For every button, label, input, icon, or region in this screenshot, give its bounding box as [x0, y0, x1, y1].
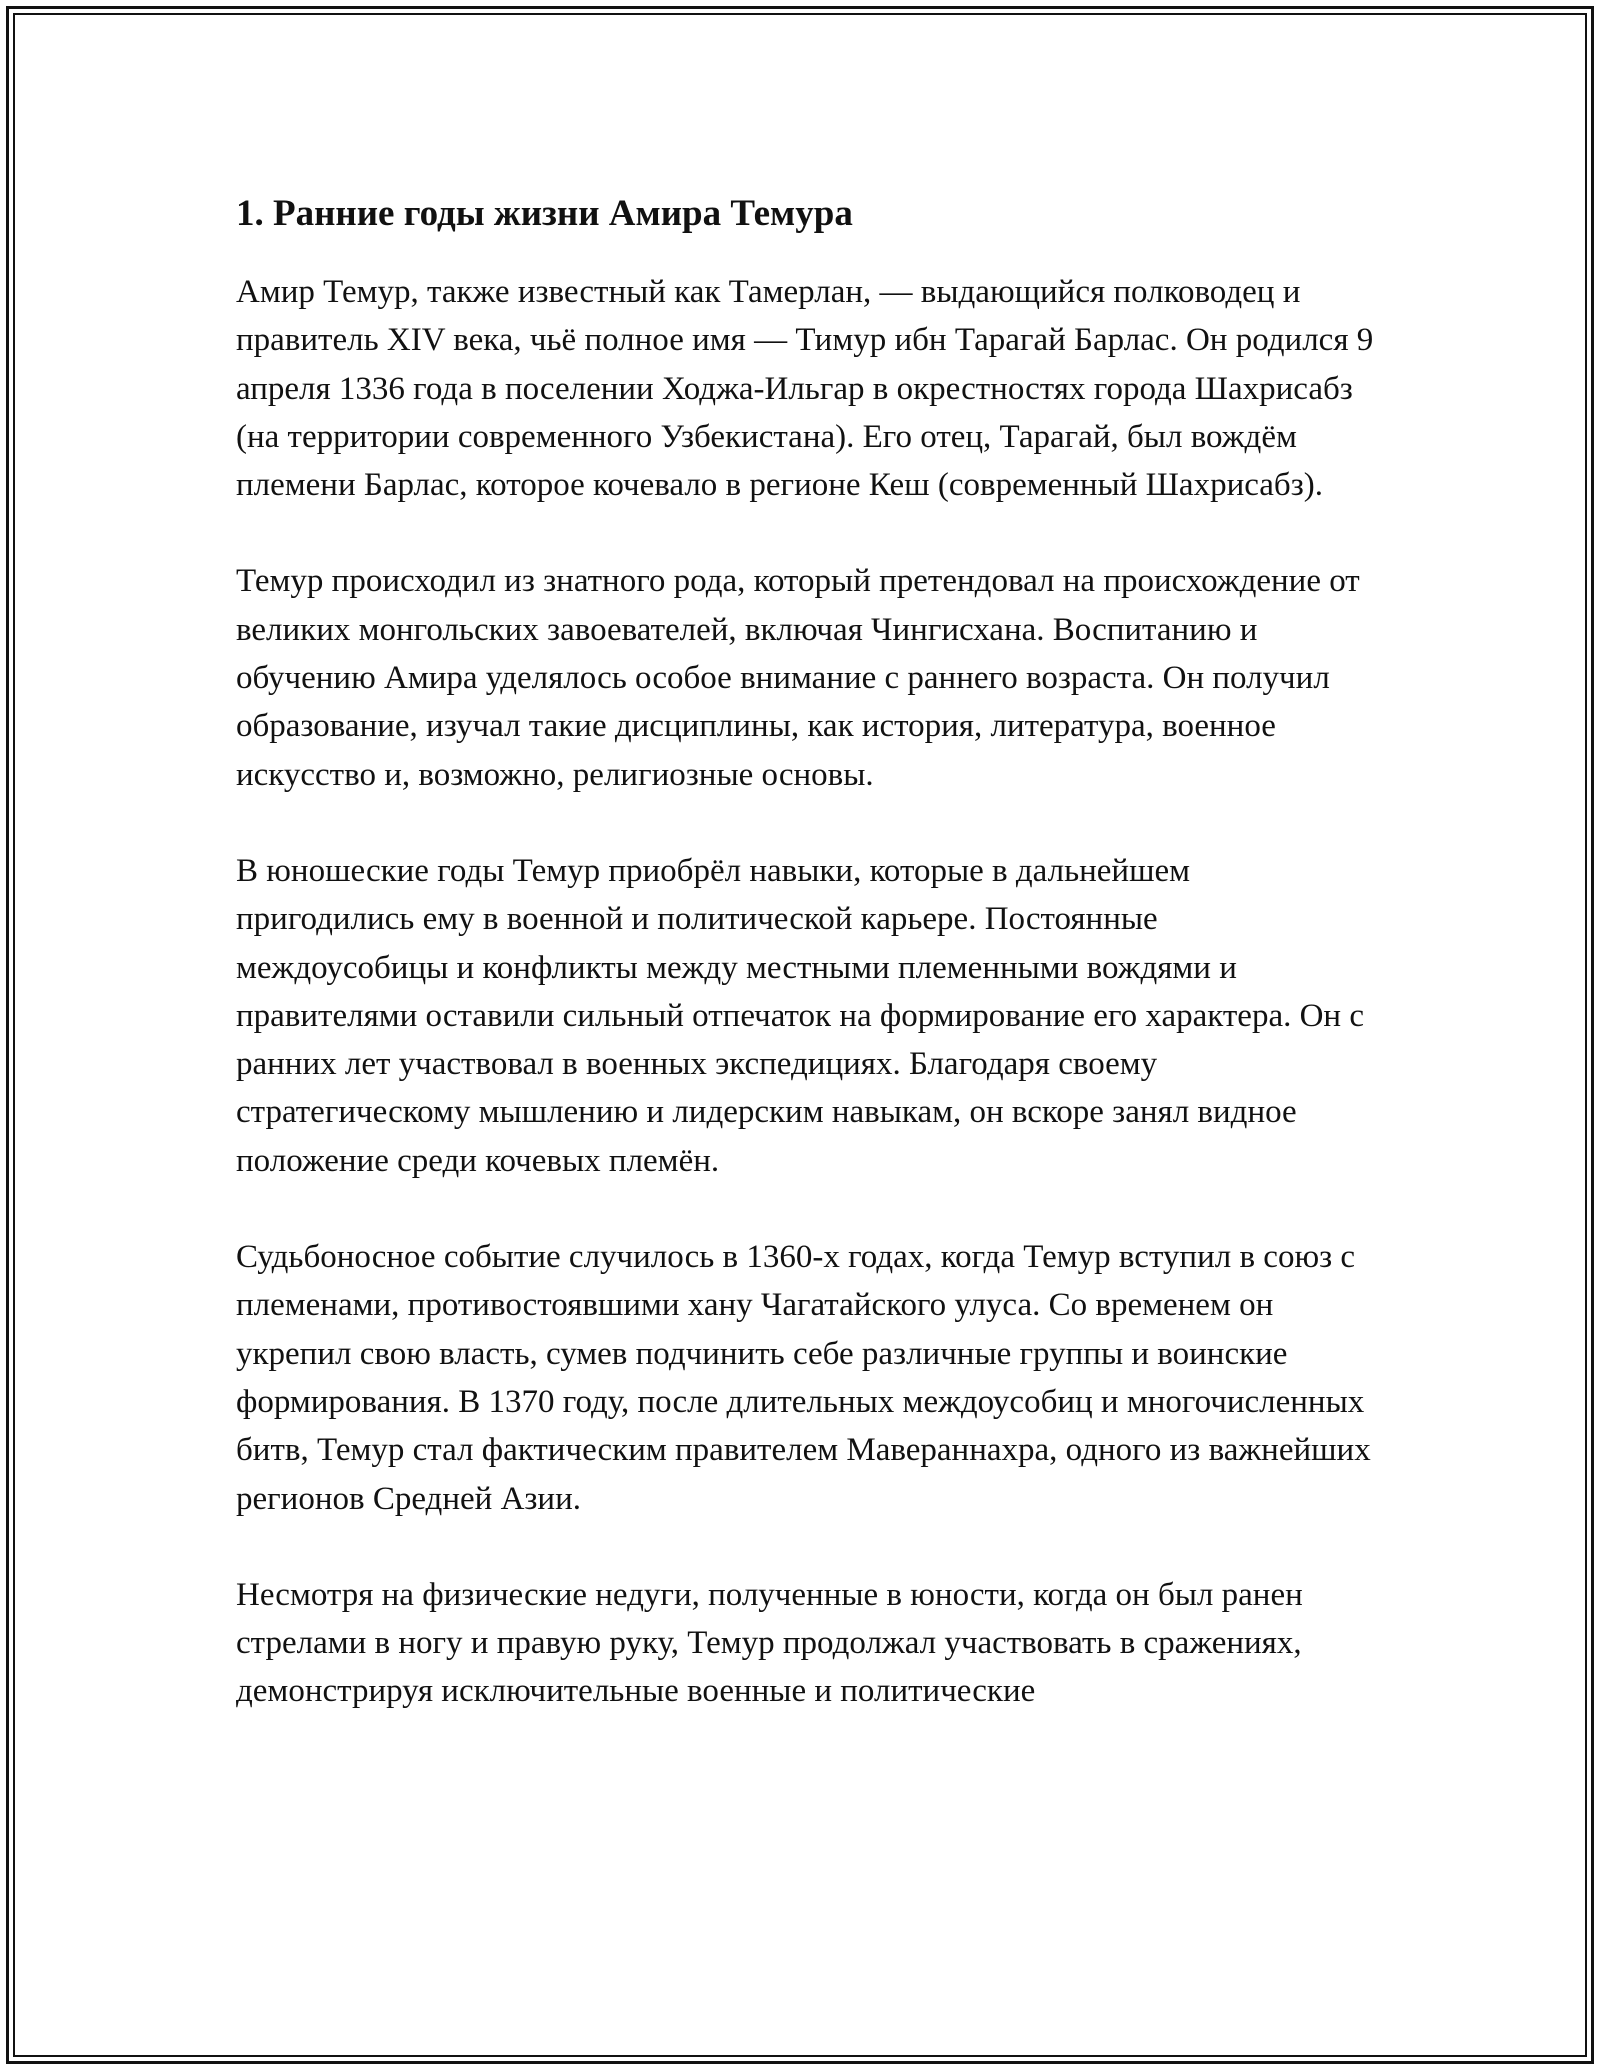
- paragraph-4: Судьбоносное событие случилось в 1360-х годах, когда Темур вступил в союз с племенами, противостоявшими хану Чагатайского улуса. Со временем он укрепил свою власть, сумев подчинить себе различные группы и воинские формирования. В 1370 году, после длительных междоусобиц и многочисленных битв, Темур стал фактическим правителем Мавераннахра, одного из важнейших регионов Средней Азии.: [236, 1239, 1371, 1517]
- paragraph-5: Несмотря на физические недуги, полученные в юности, когда он был ранен стрелами в ногу и правую руку, Темур продолжал участвовать в сражениях, демонстрируя исключительные военные и политические: [236, 1576, 1303, 1710]
- paragraph-2: Темур происходил из знатного рода, который претендовал на происхождение от великих монгольских завоевателей, включая Чингисхана. Воспитанию и обучению Амира уделялось особое внимание с раннего возраста. Он получил образование, изучал такие дисциплины, как история, литература, военное искусство и, возможно, религиозные основы.: [236, 563, 1360, 793]
- section-heading: 1. Ранние годы жизни Амира Темура: [236, 193, 853, 234]
- paragraph-3: В юношеские годы Темур приобрёл навыки, которые в дальнейшем пригодились ему в военной и политической карьере. Постоянные междоусобицы и конфликты между местными племенными вождями и правителями оставили сильный отпечаток на формирование его характера. Он с ранних лет участвовал в военных экспедициях. Благодаря своему стратегическому мышлению и лидерским навыкам, он вскоре занял видное положение среди кочевых племён.: [236, 852, 1364, 1179]
- document-body: [236, 184, 1376, 1764]
- paragraph-1: Амир Темур, также известный как Тамерлан, — выдающийся полководец и правитель XIV века, чьё полное имя — Тимур ибн Тарагай Барлас. Он родился 9 апреля 1336 года в поселении Ходжа-Ильгар в окрестностях города Шахрисабз (на территории современного Узбекистана). Его отец, Тарагай, был вождём племени Барлас, которое кочевало в регионе Кеш (современный Шахрисабз).: [236, 274, 1374, 504]
